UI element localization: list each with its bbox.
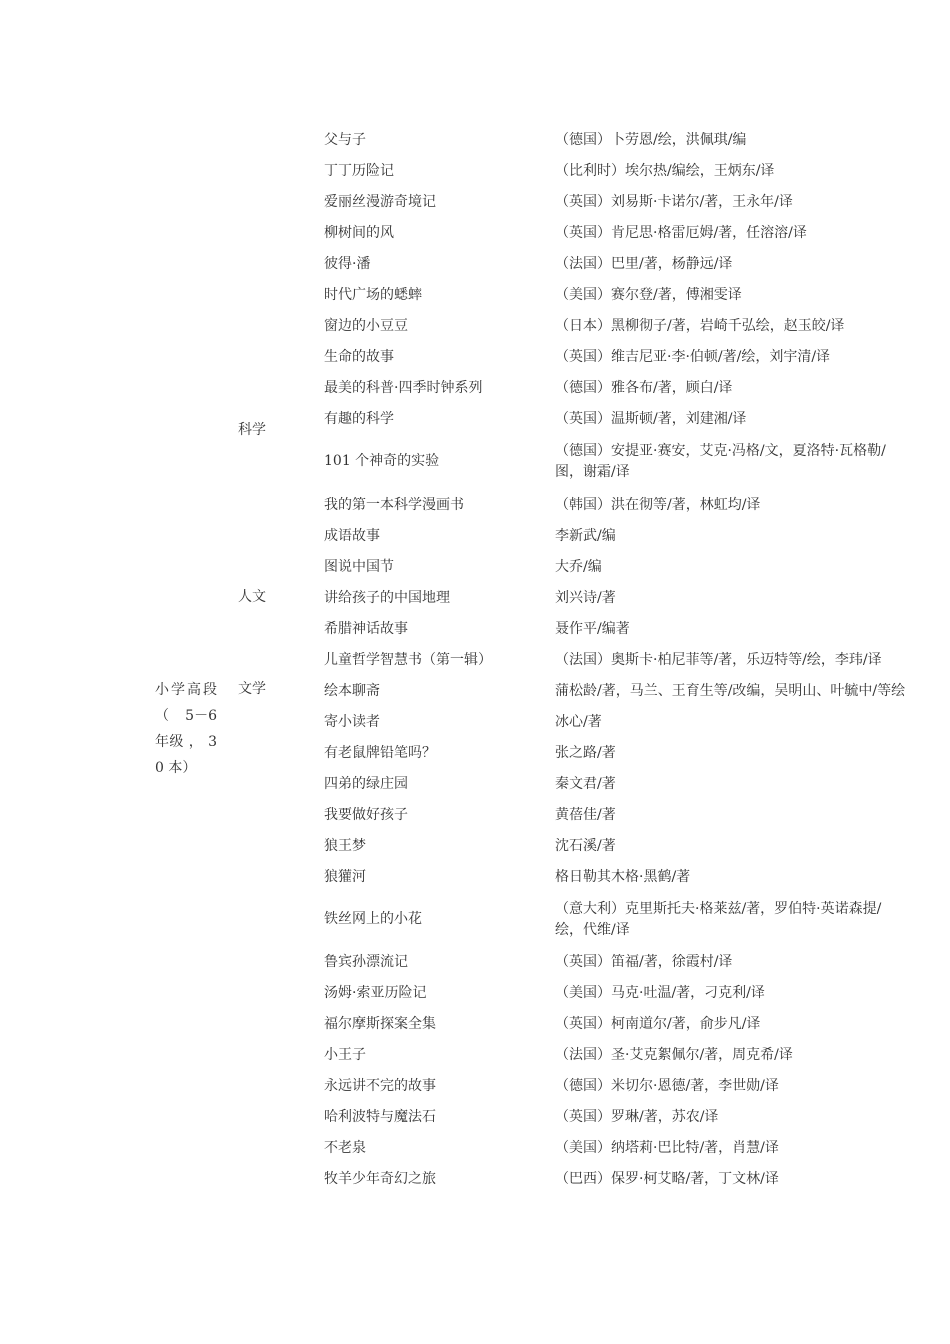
book-title: 汤姆·索亚历险记 bbox=[324, 985, 427, 1001]
book-title: 四弟的绿庄园 bbox=[324, 776, 408, 792]
book-author: （德国）米切尔·恩德/著，李世勋/译 bbox=[555, 1078, 779, 1094]
book-title: 狼王梦 bbox=[324, 838, 366, 854]
book-title: 希腊神话故事 bbox=[324, 621, 408, 637]
book-author: （巴西）保罗·柯艾略/著，丁文林/译 bbox=[555, 1171, 779, 1187]
book-author: （比利时）埃尔热/编绘，王炳东/译 bbox=[555, 163, 775, 179]
book-author: （英国）柯南道尔/著，俞步凡/译 bbox=[555, 1016, 761, 1032]
book-title: 寄小读者 bbox=[324, 714, 380, 730]
book-title: 有老鼠牌铅笔吗？ bbox=[324, 745, 436, 761]
book-title: 小王子 bbox=[324, 1047, 366, 1063]
book-title: 有趣的科学 bbox=[324, 411, 394, 427]
book-author: （英国）维吉尼亚·李·伯顿/著/绘，刘宇清/译 bbox=[555, 349, 831, 365]
book-title: 我的第一本科学漫画书 bbox=[324, 497, 464, 513]
book-title: 绘本聊斋 bbox=[324, 683, 380, 699]
book-author: 秦文君/著 bbox=[555, 776, 616, 792]
book-title: 父与子 bbox=[324, 132, 366, 148]
book-title: 铁丝网上的小花 bbox=[324, 911, 422, 927]
book-author: （德国）卜劳恩/绘，洪佩琪/编 bbox=[555, 132, 747, 148]
book-title: 101 个神奇的实验 bbox=[324, 453, 440, 469]
book-title: 时代广场的蟋蟀 bbox=[324, 287, 422, 303]
book-author: 李新武/编 bbox=[555, 528, 616, 544]
book-author: （美国）赛尔登/著，傅湘雯译 bbox=[555, 287, 742, 303]
book-author: （美国）马克·吐温/著，刁克利/译 bbox=[555, 985, 765, 1001]
book-title: 最美的科普·四季时钟系列 bbox=[324, 380, 483, 396]
book-title: 狼獾河 bbox=[324, 869, 366, 885]
grade-label: 小学高段（5－6 年级 ， 30 本） bbox=[155, 682, 217, 776]
book-author: 格日勒其木格·黑鹤/著 bbox=[555, 869, 691, 885]
book-author: （韩国）洪在彻等/著，林虹均/译 bbox=[555, 497, 761, 513]
book-title: 讲给孩子的中国地理 bbox=[324, 590, 450, 606]
book-author: 张之路/著 bbox=[555, 745, 616, 761]
book-author: 聂作平/编著 bbox=[555, 621, 630, 637]
book-title: 福尔摩斯探案全集 bbox=[324, 1016, 436, 1032]
category-humanities: 人文 bbox=[238, 589, 266, 605]
book-author: 冰心/著 bbox=[555, 714, 602, 730]
book-title: 彼得·潘 bbox=[324, 256, 371, 272]
book-title: 鲁宾孙漂流记 bbox=[324, 954, 408, 970]
book-author: 大乔/编 bbox=[555, 559, 602, 575]
book-title: 窗边的小豆豆 bbox=[324, 318, 408, 334]
book-author: （意大利）克里斯托夫·格莱兹/著，罗伯特·英诺森提/绘，代维/译 bbox=[555, 901, 882, 938]
book-author: （法国）巴里/著，杨静远/译 bbox=[555, 256, 733, 272]
book-title: 儿童哲学智慧书（第一辑） bbox=[324, 652, 492, 668]
book-title: 永远讲不完的故事 bbox=[324, 1078, 436, 1094]
book-title: 我要做好孩子 bbox=[324, 807, 408, 823]
book-author: （英国）笛福/著，徐霞村/译 bbox=[555, 954, 733, 970]
book-author: （美国）纳塔莉·巴比特/著，肖慧/译 bbox=[555, 1140, 779, 1156]
book-title: 牧羊少年奇幻之旅 bbox=[324, 1171, 436, 1187]
book-title: 爱丽丝漫游奇境记 bbox=[324, 194, 436, 210]
book-title: 柳树间的风 bbox=[324, 225, 394, 241]
book-author: 蒲松龄/著，马兰、王育生等/改编，吴明山、叶毓中/等绘 bbox=[555, 683, 906, 699]
book-title: 图说中国节 bbox=[324, 559, 394, 575]
book-author: （法国）圣·艾克絮佩尔/著，周克希/译 bbox=[555, 1047, 793, 1063]
book-author: （日本）黑柳彻子/著，岩崎千弘绘，赵玉皎/译 bbox=[555, 318, 845, 334]
book-title: 成语故事 bbox=[324, 528, 380, 544]
book-author: （德国）雅各布/著，顾白/译 bbox=[555, 380, 733, 396]
book-title: 生命的故事 bbox=[324, 349, 394, 365]
book-author: （德国）安提亚·赛安，艾克·冯格/文，夏洛特·瓦格勒/图，谢霜/译 bbox=[555, 443, 886, 480]
book-title: 哈利波特与魔法石 bbox=[324, 1109, 436, 1125]
book-author: （英国）刘易斯·卡诺尔/著，王永年/译 bbox=[555, 194, 793, 210]
book-title: 丁丁历险记 bbox=[324, 163, 394, 179]
category-science: 科学 bbox=[238, 422, 266, 438]
book-author: （英国）温斯顿/著，刘建湘/译 bbox=[555, 411, 747, 427]
category-literature: 文学 bbox=[238, 681, 266, 697]
book-author: （英国）肯尼思·格雷厄姆/著，任溶溶/译 bbox=[555, 225, 807, 241]
book-author: （法国）奥斯卡·柏尼菲等/著，乐迈特等/绘，李玮/译 bbox=[555, 652, 882, 668]
book-author: （英国）罗琳/著，苏农/译 bbox=[555, 1109, 719, 1125]
book-author: 沈石溪/著 bbox=[555, 838, 616, 854]
book-author: 黄蓓佳/著 bbox=[555, 807, 616, 823]
book-title: 不老泉 bbox=[324, 1140, 366, 1156]
book-author: 刘兴诗/著 bbox=[555, 590, 616, 606]
